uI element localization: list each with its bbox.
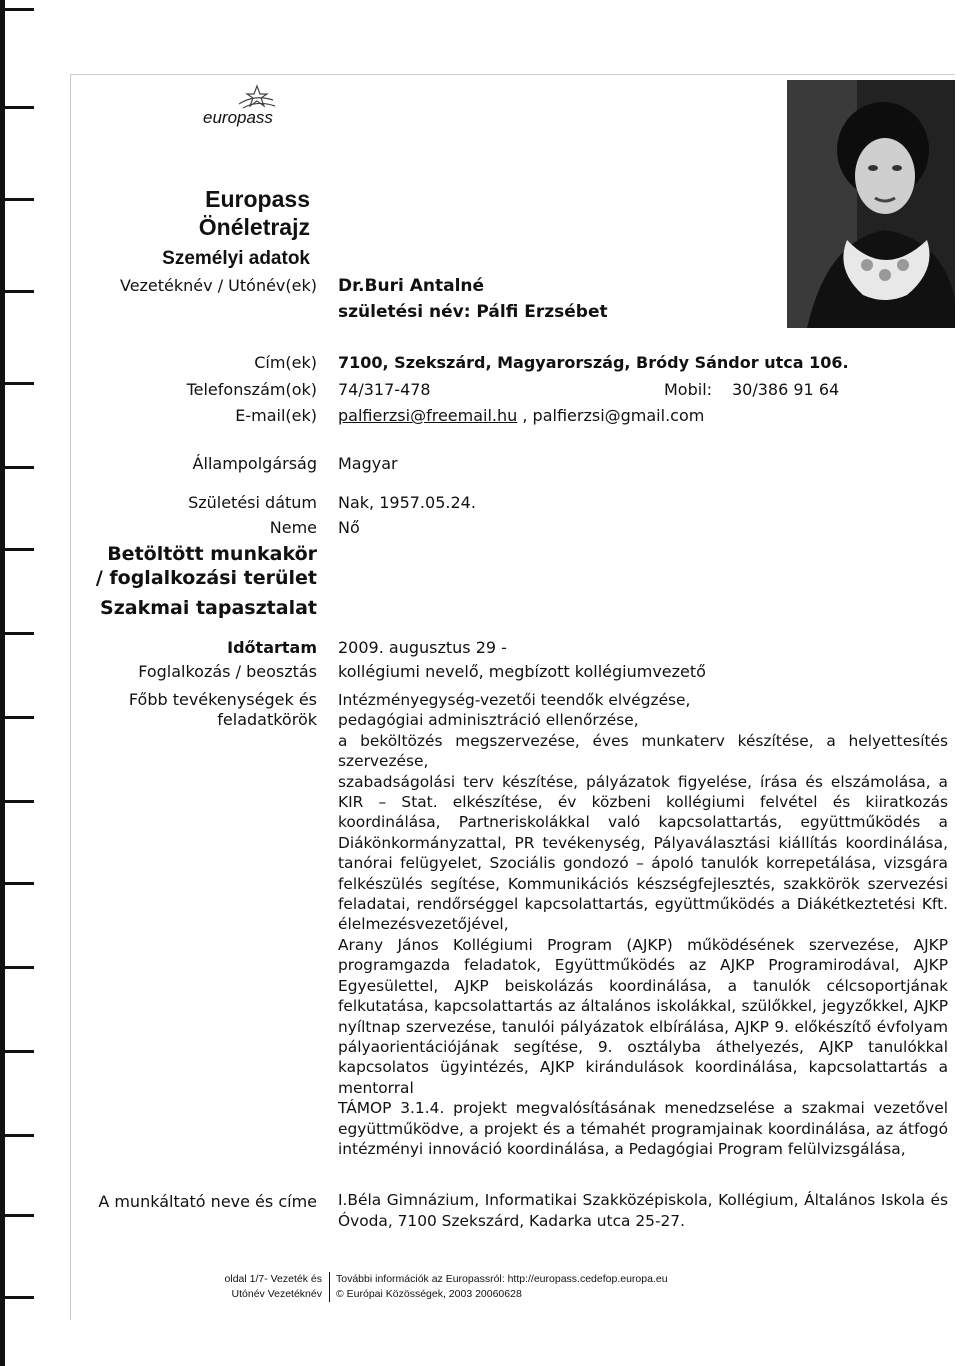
binder-tick bbox=[0, 106, 34, 109]
binder-bar bbox=[0, 0, 5, 1366]
activity-paragraph: Arany János Kollégiumi Program (AJKP) működésének szervezése, AJKP programgazda feladatok, Együttműködés az AJKP Programirodával, AJKP Egyesülettel, AJKP beiskolázás koordinálása, a tanulók célcsoportjának felkutatása, kapcsolattartás az általános iskolákkal, szülőkkel, jegyzőkkel, AJKP nyíltnap szervezése, tanulói pályázatok elbírálása, AJKP 9. előkészítő évfolyam pályaorientációjának segítése, 9. osztályba áthelyezés, AJKP tanulókkal kapcsolatos ügyintézés, AJKP kirándulások koordinálása, kapcsolattartás a mentorral bbox=[338, 935, 948, 1097]
page-footer bbox=[0, 1272, 960, 1312]
logo-text: europass bbox=[203, 108, 273, 127]
gender-value: Nő bbox=[338, 518, 360, 537]
period-label: Időtartam bbox=[227, 638, 317, 657]
binder-tick bbox=[0, 198, 34, 201]
binder-tick bbox=[0, 290, 34, 293]
mobile-label: Mobil: bbox=[664, 380, 713, 399]
activities-text bbox=[338, 690, 948, 1159]
activity-paragraph: Intézményegység-vezetői teendők elvégzése, bbox=[338, 691, 691, 709]
job-section-title-line1: Betöltött munkakör bbox=[107, 543, 317, 565]
activity-paragraph: a beköltözés megszervezése, éves munkaterv készítése, a helyettesítés szervezése, bbox=[338, 731, 948, 771]
activity-paragraph: TÁMOP 3.1.4. projekt megvalósításának menedzselése a szakmai vezetővel együttműködve, a projekt és a témahét programjainak koordinálása, az átfogó intézményi innováció koordinálása, a Pedagógiai Program felülvizsgálása, bbox=[338, 1099, 948, 1158]
binder-tick bbox=[0, 966, 34, 969]
footer-page-info-line2: Utónév Vezetéknév bbox=[231, 1288, 322, 1300]
profile-photo bbox=[787, 80, 955, 328]
binder-tick bbox=[0, 1214, 34, 1217]
binder-tick bbox=[0, 1134, 34, 1137]
personal-section-title: Személyi adatok bbox=[162, 248, 310, 269]
period-value: 2009. augusztus 29 - bbox=[338, 638, 507, 657]
binder-tick bbox=[0, 8, 34, 11]
position-label: Foglalkozás / beosztás bbox=[138, 662, 317, 681]
binder-tick bbox=[0, 466, 34, 469]
binder-tick bbox=[0, 800, 34, 803]
email-link-freemail[interactable]: palfierzsi@freemail.hu bbox=[338, 406, 518, 425]
employer-label: A munkáltató neve és címe bbox=[98, 1192, 317, 1211]
footer-page-info-line1: oldal 1/7- Vezeték és bbox=[224, 1273, 322, 1285]
activities-label-line1: Főbb tevékenységek és bbox=[128, 690, 317, 709]
nationality-label: Állampolgárság bbox=[192, 454, 317, 473]
name-label: Vezetéknév / Utónév(ek) bbox=[119, 276, 317, 295]
experience-section-title: Szakmai tapasztalat bbox=[100, 597, 317, 619]
phone-value: 74/317-478 bbox=[338, 380, 431, 399]
email-values bbox=[338, 406, 704, 425]
footer-separator bbox=[329, 1272, 330, 1302]
binder-tick bbox=[0, 716, 34, 719]
address-value: 7100, Szekszárd, Magyarország, Bródy Sándor utca 106. bbox=[338, 353, 849, 372]
address-label: Cím(ek) bbox=[254, 353, 317, 372]
footer-copyright: © Európai Közösségek, 2003 20060628 bbox=[336, 1288, 522, 1300]
binder-tick bbox=[0, 382, 34, 385]
name-value: Dr.Buri Antalné bbox=[338, 276, 485, 296]
birth-date-value: Nak, 1957.05.24. bbox=[338, 493, 476, 512]
europass-logo bbox=[203, 82, 313, 128]
position-value: kollégiumi nevelő, megbízott kollégiumvezető bbox=[338, 662, 706, 681]
email-label: E-mail(ek) bbox=[235, 406, 317, 425]
cv-title-line1: Europass bbox=[205, 186, 310, 212]
footer-info-line1: További információk az Europassról: http://europass.cedefop.europa.eu bbox=[336, 1273, 668, 1285]
mobile-value: 30/386 91 64 bbox=[732, 380, 840, 399]
email-separator: , bbox=[517, 406, 533, 425]
binder-tick bbox=[0, 632, 34, 635]
activity-paragraph: szabadságolási terv készítése, pályázatok figyelése, írása és elszámolása, a KIR – Stat. elkészítése, év közbeni kollégiumi felvétel és kiiratkozás koordinálása, Partneriskolákkal való kapcsolattartás, együttműködés a Diákönkormányzattal, PR tevékenység, Pályaválasztási kiállítás koordinálása, tanórai felügyelet, Szociális gondozó – ápoló tanulók korrepetálása, vizsgára felkészülés segítése, Kommunikációs készségfejlesztés, szakkörök szervezési feladatai, rendőrséggel kapcsolattartás, együttműködés a Diákétkeztetési Kft. élelmezésvezetőjével, bbox=[338, 772, 948, 934]
portrait-image bbox=[787, 80, 955, 328]
binder-tick bbox=[0, 882, 34, 885]
birth-date-label: Születési dátum bbox=[188, 493, 317, 512]
gender-label: Neme bbox=[269, 518, 317, 537]
cv-title-line2: Önéletrajz bbox=[198, 214, 310, 240]
nationality-value: Magyar bbox=[338, 454, 398, 473]
activities-label-line2: feladatkörök bbox=[217, 710, 317, 729]
job-section-title-line2: / foglalkozási terület bbox=[95, 567, 317, 589]
birth-name-value: születési név: Pálfi Erzsébet bbox=[338, 302, 608, 322]
binder-strip bbox=[0, 0, 40, 1366]
binder-tick bbox=[0, 548, 34, 551]
phone-label: Telefonszám(ok) bbox=[186, 380, 317, 399]
employer-value: I.Béla Gimnázium, Informatikai Szakközépiskola, Kollégium, Általános Iskola és Óvoda, 7100 Szekszárd, Kadarka utca 25-27. bbox=[338, 1191, 948, 1230]
activity-paragraph: pedagógiai adminisztráció ellenőrzése, bbox=[338, 711, 639, 730]
binder-tick bbox=[0, 1050, 34, 1053]
email-gmail: palfierzsi@gmail.com bbox=[532, 406, 705, 425]
